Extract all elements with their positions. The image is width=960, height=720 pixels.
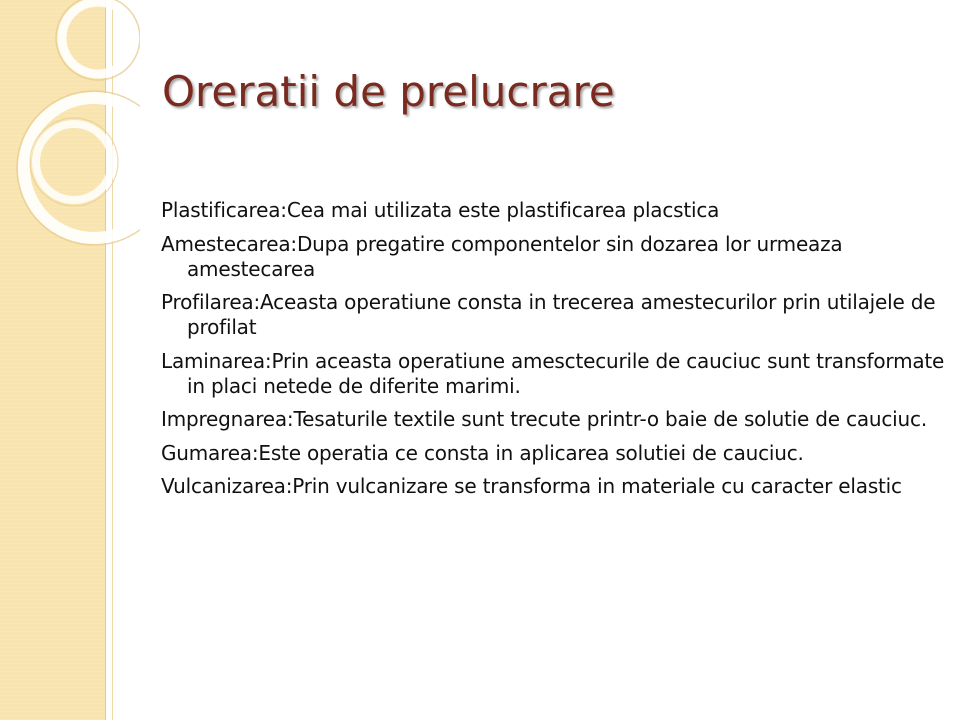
list-item-vulcanizarea: Vulcanizarea:Prin vulcanizare se transforma in materiale cu caracter elastic — [161, 474, 902, 498]
bullet-list — [161, 198, 951, 508]
decorative-circle-small — [36, 124, 112, 200]
list-item-gumarea: Gumarea:Este operatia ce consta in aplicarea solutiei de cauciuc. — [161, 440, 804, 465]
list-item-amestecarea: Amestecarea:Dupa pregatire componentelor sin dozarea lor urmeaza amestecarea — [161, 231, 843, 281]
list-item-laminarea: Laminarea:Prin aceasta operatiune amesctecurile de cauciuc sunt transformate in placi netede de diferite marimi. — [161, 348, 945, 398]
decorative-circle-small-rim — [30, 118, 118, 206]
decorative-circle-outer — [62, 2, 134, 74]
list-item-plastificarea: Plastificarea:Cea mai utilizata este plastificarea placstica — [161, 198, 720, 222]
list-item-profilarea: Profilarea:Aceasta operatiune consta in trecerea amestecurilor prin utilajele de profilat — [161, 290, 936, 339]
slide-title: Oreratii de prelucrare — [162, 67, 615, 116]
list-item-impregnarea: Impregnarea:Tesaturile textile sunt trecute printr-o baie de solutie de cauciuc. — [161, 407, 927, 431]
decorative-circles-graphic — [0, 0, 140, 300]
